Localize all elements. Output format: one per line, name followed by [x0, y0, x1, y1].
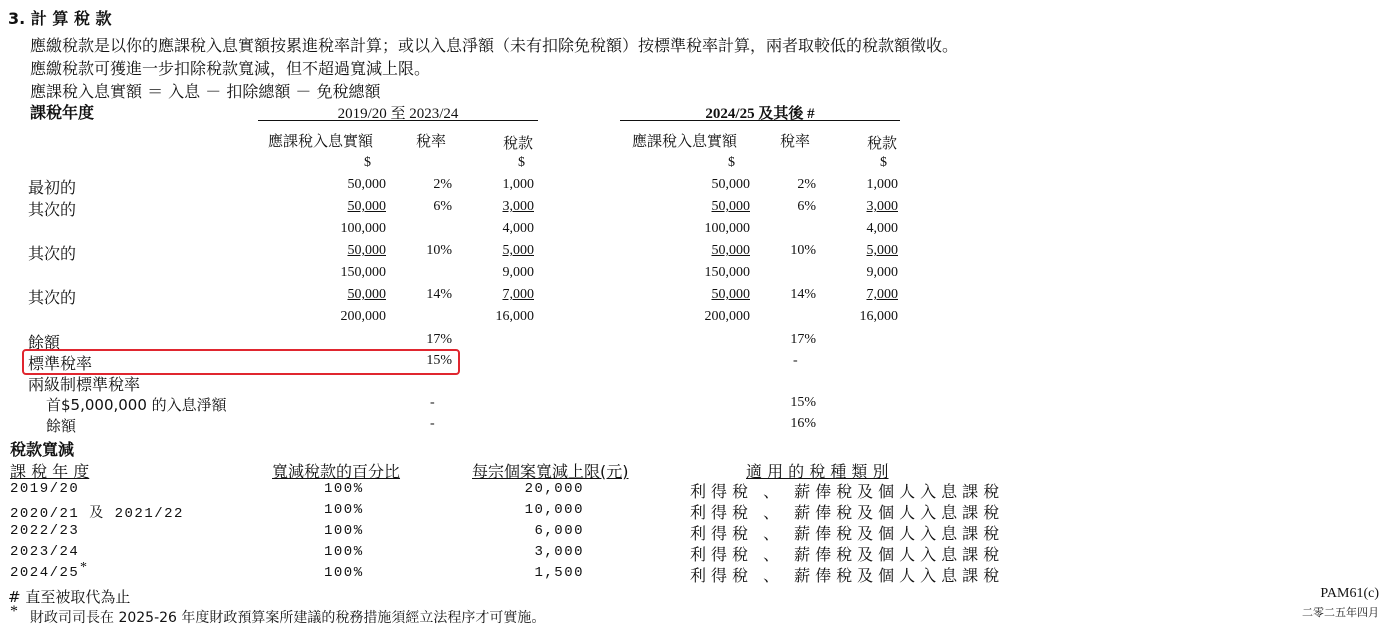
formula-line: 應課稅入息實額 ＝ 入息 － 扣除總額 － 免稅總額 [30, 82, 381, 101]
g2-income-cell: 50,000 [711, 287, 750, 302]
two-tier-label: 兩級制標準稅率 [28, 375, 141, 394]
g1-tax-cell: 1,000 [502, 177, 534, 192]
g1-income-cell: 150,000 [340, 265, 386, 280]
g2-rate-cell: 10% [790, 243, 816, 258]
g2-tax-cell: 5,000 [866, 243, 898, 258]
reduction-percent: 100% [324, 481, 364, 497]
section-title: 3. 計 算 稅 款 [8, 9, 112, 28]
first-five-million-g2: 15% [790, 395, 816, 410]
g1-tax-cell: 7,000 [502, 287, 534, 302]
standard-rate-g1: 15% [426, 353, 452, 368]
reduction-year: 2020/21 及 2021/22 [10, 506, 184, 522]
reduction-star: * [80, 560, 87, 575]
g1-tax-cell: 3,000 [502, 199, 534, 214]
g2-income-cell: 150,000 [704, 265, 750, 280]
remainder-g2: 16% [790, 416, 816, 431]
standard-rate-g2: - [793, 353, 798, 368]
g2-income-cell: 200,000 [704, 309, 750, 324]
g1-income-cell: 50,000 [347, 199, 386, 214]
g2-tax-cell: 3,000 [866, 199, 898, 214]
remainder-g1: - [430, 416, 435, 431]
footnote-star-mark: * [10, 603, 18, 620]
balance-g2-rate: 17% [790, 332, 816, 347]
g2-tax-currency: $ [880, 155, 887, 170]
group1-title: 2019/20 至 2023/24 [337, 106, 459, 122]
g1-tax-cell: 16,000 [495, 309, 534, 324]
intro-paragraph-1: 應繳稅款是以你的應課稅入息實額按累進稅率計算；或以入息淨額（未有扣除免稅額）按標準稅率計算，兩者取較低的稅款額徵收。 [30, 36, 959, 55]
g1-tax-cell: 9,000 [502, 265, 534, 280]
g1-col-income: 應課稅入息實額 [268, 132, 374, 150]
g1-income-cell: 200,000 [340, 309, 386, 324]
g1-income-cell: 100,000 [340, 221, 386, 236]
g1-tax-cell: 4,000 [502, 221, 534, 236]
g2-income-cell: 50,000 [711, 199, 750, 214]
g1-income-cell: 50,000 [347, 243, 386, 258]
g2-rate-cell: 2% [797, 177, 816, 192]
g1-income-currency: $ [364, 155, 371, 170]
g2-col-income: 應課稅入息實額 [632, 132, 738, 150]
rate-row-label: 其次的 [28, 200, 77, 219]
reduction-year: 2023/24 [10, 544, 80, 560]
g1-tax-cell: 5,000 [502, 243, 534, 258]
reduction-types: 利得稅 、 薪俸稅及個人入息課稅 [690, 503, 1005, 522]
g1-income-cell: 50,000 [347, 177, 386, 192]
g2-rate-cell: 6% [797, 199, 816, 214]
g2-tax-cell: 4,000 [866, 221, 898, 236]
reduction-title: 稅款寬減 [10, 440, 75, 459]
reduction-cap: 3,000 [534, 544, 584, 560]
first-five-million-g1: - [430, 395, 435, 410]
g1-rate-cell: 2% [433, 177, 452, 192]
g1-income-cell: 50,000 [347, 287, 386, 302]
g2-income-cell: 50,000 [711, 177, 750, 192]
reduction-cap: 10,000 [524, 502, 584, 518]
g2-col-tax: 稅款 [867, 134, 898, 152]
reduction-header-cap: 每宗個案寬減上限(元) [472, 462, 629, 481]
form-code: PAM61(c) [1320, 586, 1379, 601]
reduction-percent: 100% [324, 523, 364, 539]
reduction-header-year: 課 稅 年 度 [10, 462, 90, 481]
g1-col-rate: 稅率 [416, 132, 447, 150]
g2-rate-cell: 14% [790, 287, 816, 302]
reduction-header-types: 適 用 的 稅 種 類 別 [746, 462, 889, 481]
reduction-types: 利得稅 、 薪俸稅及個人入息課稅 [690, 566, 1005, 585]
g2-income-currency: $ [728, 155, 735, 170]
form-date: 二零二五年四月 [1302, 606, 1379, 619]
rate-row-label: 其次的 [28, 288, 77, 307]
reduction-types: 利得稅 、 薪俸稅及個人入息課稅 [690, 482, 1005, 501]
reduction-types: 利得稅 、 薪俸稅及個人入息課稅 [690, 524, 1005, 543]
reduction-header-percent: 寬減稅款的百分比 [272, 462, 401, 481]
g2-income-cell: 100,000 [704, 221, 750, 236]
reduction-percent: 100% [324, 565, 364, 581]
first-five-million-label: 首$5,000,000 的入息淨額 [46, 396, 227, 414]
reduction-year: 2019/20 [10, 481, 80, 497]
balance-g1-rate: 17% [426, 332, 452, 347]
g1-col-tax: 稅款 [503, 134, 534, 152]
g1-rate-cell: 14% [426, 287, 452, 302]
g1-rate-cell: 10% [426, 243, 452, 258]
rate-row-label: 其次的 [28, 244, 77, 263]
g1-tax-currency: $ [518, 155, 525, 170]
year-label: 課稅年度 [30, 103, 95, 122]
g2-income-cell: 50,000 [711, 243, 750, 258]
intro-paragraph-2: 應繳稅款可獲進一步扣除稅款寬減，但不超過寬減上限。 [30, 59, 431, 78]
reduction-percent: 100% [324, 502, 364, 518]
reduction-year: 2024/25 [10, 565, 80, 581]
reduction-year: 2022/23 [10, 523, 80, 539]
group2-rule [620, 120, 900, 121]
g2-tax-cell: 16,000 [859, 309, 898, 324]
reduction-cap: 1,500 [534, 565, 584, 581]
g2-col-rate: 稅率 [780, 132, 811, 150]
reduction-percent: 100% [324, 544, 364, 560]
standard-rate-label: 標準稅率 [28, 354, 93, 373]
g1-rate-cell: 6% [433, 199, 452, 214]
remainder-label: 餘額 [46, 417, 77, 435]
group2-title: 2024/25 及其後 # [705, 106, 815, 122]
footnote-hash: # 直至被取代為止 [8, 588, 131, 606]
footnote-star: 財政司司長在 2025-26 年度財政預算案所建議的稅務措施須經立法程序才可實施。 [30, 610, 546, 626]
g2-tax-cell: 9,000 [866, 265, 898, 280]
rate-row-label: 最初的 [28, 178, 77, 197]
balance-label: 餘額 [28, 333, 61, 352]
reduction-types: 利得稅 、 薪俸稅及個人入息課稅 [690, 545, 1005, 564]
reduction-cap: 6,000 [534, 523, 584, 539]
g2-tax-cell: 7,000 [866, 287, 898, 302]
g2-tax-cell: 1,000 [866, 177, 898, 192]
group1-rule [258, 120, 538, 121]
reduction-cap: 20,000 [524, 481, 584, 497]
